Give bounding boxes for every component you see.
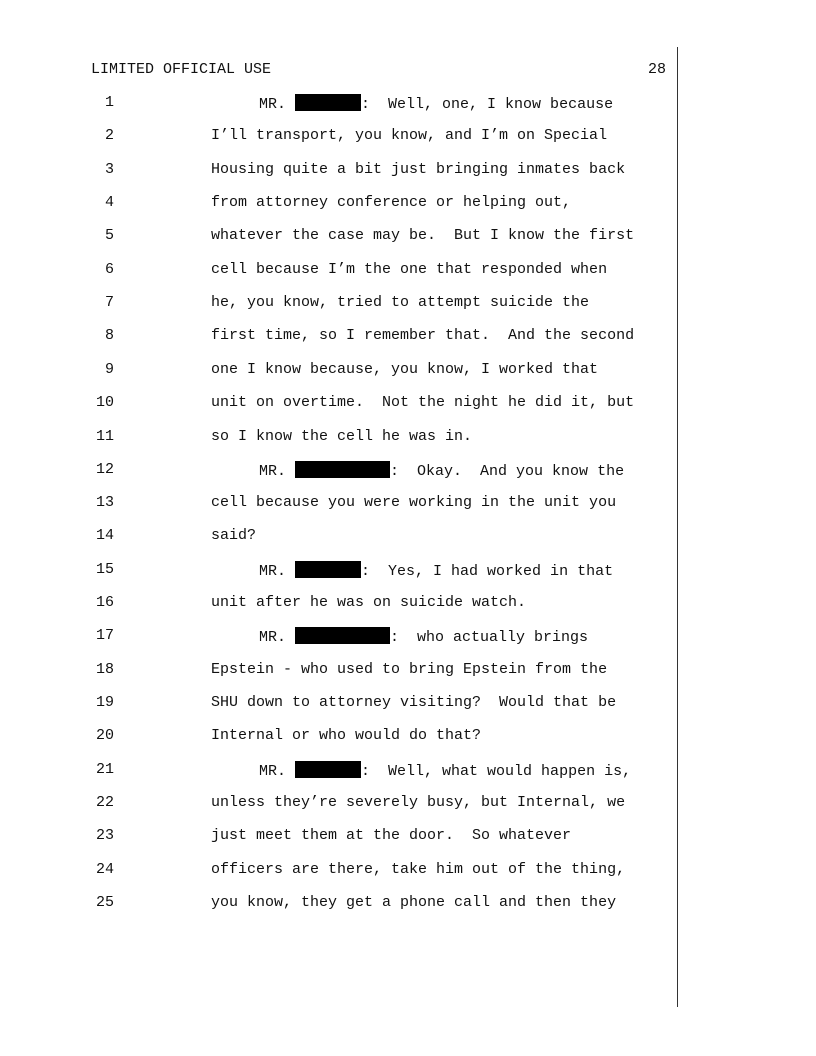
- line-text: cell because I’m the one that responded when: [211, 261, 608, 278]
- transcript-line: [0, 661, 700, 683]
- line-text: he, you know, tried to attempt suicide the: [211, 294, 590, 311]
- line-number: 6: [104, 261, 114, 278]
- line-text: Internal or who would do that?: [211, 727, 482, 744]
- transcript-line: [0, 261, 700, 283]
- speaker-statement: : Okay. And you know the: [390, 463, 625, 480]
- line-number: 23: [95, 827, 114, 844]
- line-number: 7: [104, 294, 114, 311]
- speaker-statement: : Well, what would happen is,: [361, 763, 632, 780]
- line-number: 11: [95, 428, 114, 445]
- line-text: from attorney conference or helping out,: [211, 194, 572, 211]
- line-text: cell because you were working in the unit you: [211, 494, 617, 511]
- transcript-line: [0, 727, 700, 749]
- speaker-statement: : Yes, I had worked in that: [361, 563, 614, 580]
- line-number: 22: [95, 794, 114, 811]
- line-text: Epstein - who used to bring Epstein from the: [211, 661, 608, 678]
- transcript-line: [0, 428, 700, 450]
- line-number: 9: [104, 361, 114, 378]
- line-number: 1: [104, 94, 114, 111]
- line-number: 16: [95, 594, 114, 611]
- line-number: 3: [104, 161, 114, 178]
- transcript-line: [0, 194, 700, 216]
- line-text: said?: [211, 527, 257, 544]
- line-text: [259, 94, 613, 113]
- transcript-line: [0, 694, 700, 716]
- line-text: you know, they get a phone call and then they: [211, 894, 617, 911]
- transcript-line: [0, 794, 700, 816]
- redaction-box: [295, 94, 361, 111]
- line-text: so I know the cell he was in.: [211, 428, 473, 445]
- line-number: 19: [95, 694, 114, 711]
- line-text: [259, 561, 613, 580]
- line-text: [259, 761, 631, 780]
- line-number: 21: [95, 761, 114, 778]
- redaction-box: [295, 627, 390, 644]
- line-text: unit on overtime. Not the night he did it, but: [211, 394, 635, 411]
- line-number: 12: [95, 461, 114, 478]
- line-number: 13: [95, 494, 114, 511]
- line-number: 2: [104, 127, 114, 144]
- line-text: unit after he was on suicide watch.: [211, 594, 527, 611]
- line-number: 10: [95, 394, 114, 411]
- line-text: just meet them at the door. So whatever: [211, 827, 572, 844]
- line-number: 14: [95, 527, 114, 544]
- transcript-line: [0, 361, 700, 383]
- line-number: 20: [95, 727, 114, 744]
- classification-header: LIMITED OFFICIAL USE: [91, 61, 272, 78]
- line-number: 5: [104, 227, 114, 244]
- line-text: SHU down to attorney visiting? Would that be: [211, 694, 617, 711]
- transcript-line: [0, 627, 700, 649]
- transcript-line: [0, 827, 700, 849]
- line-text: Housing quite a bit just bringing inmates back: [211, 161, 626, 178]
- line-number: 24: [95, 861, 114, 878]
- transcript-line: [0, 394, 700, 416]
- transcript-line: [0, 494, 700, 516]
- line-text: officers are there, take him out of the thing,: [211, 861, 626, 878]
- page-number: 28: [648, 61, 667, 78]
- transcript-line: [0, 94, 700, 116]
- line-number: 18: [95, 661, 114, 678]
- speaker-title: MR.: [259, 563, 287, 580]
- line-text: [259, 461, 624, 480]
- transcript-line: [0, 527, 700, 549]
- line-number: 15: [95, 561, 114, 578]
- line-number: 17: [95, 627, 114, 644]
- line-text: whatever the case may be. But I know the first: [211, 227, 635, 244]
- line-text: I’ll transport, you know, and I’m on Special: [211, 127, 608, 144]
- line-text: one I know because, you know, I worked that: [211, 361, 599, 378]
- transcript-line: [0, 227, 700, 249]
- speaker-title: MR.: [259, 763, 287, 780]
- transcript-line: [0, 161, 700, 183]
- speaker-title: MR.: [259, 463, 287, 480]
- line-text: first time, so I remember that. And the second: [211, 327, 635, 344]
- line-number: 8: [104, 327, 114, 344]
- transcript-line: [0, 127, 700, 149]
- redaction-box: [295, 461, 390, 478]
- transcript-line: [0, 294, 700, 316]
- redaction-box: [295, 761, 361, 778]
- transcript-line: [0, 594, 700, 616]
- transcript-line: [0, 327, 700, 349]
- line-text: [259, 627, 588, 646]
- transcript-line: [0, 561, 700, 583]
- speaker-title: MR.: [259, 629, 287, 646]
- speaker-statement: : who actually brings: [390, 629, 589, 646]
- line-text: unless they’re severely busy, but Internal, we: [211, 794, 626, 811]
- speaker-statement: : Well, one, I know because: [361, 96, 614, 113]
- transcript-line: [0, 461, 700, 483]
- transcript-line: [0, 761, 700, 783]
- transcript-line: [0, 861, 700, 883]
- line-number: 25: [95, 894, 114, 911]
- speaker-title: MR.: [259, 96, 287, 113]
- line-number: 4: [104, 194, 114, 211]
- transcript-line: [0, 894, 700, 916]
- redaction-box: [295, 561, 361, 578]
